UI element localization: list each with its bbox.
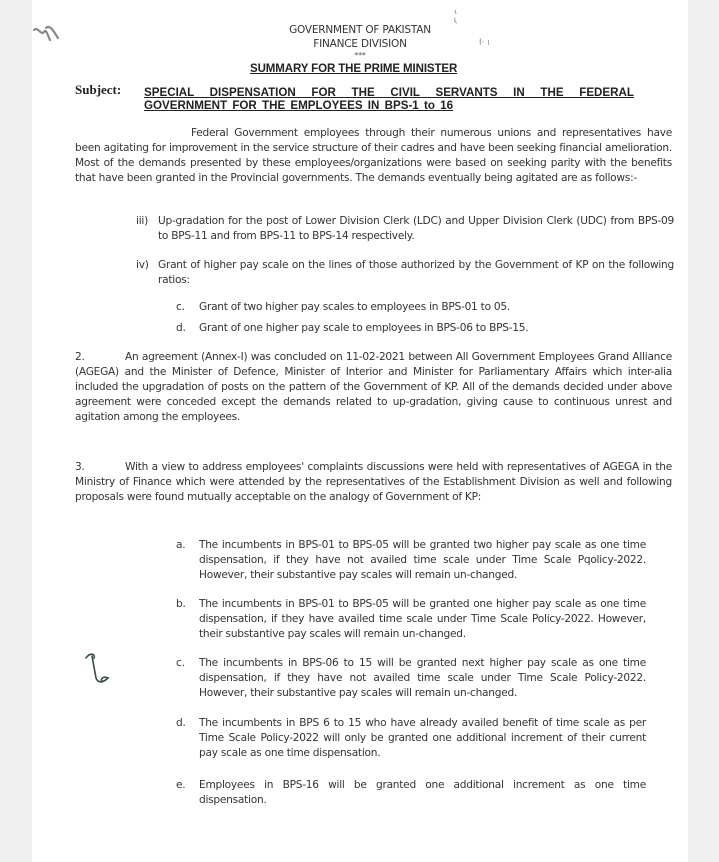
proposal-item (176, 716, 646, 762)
paragraph-3 (75, 460, 672, 505)
proposal-item (176, 656, 646, 702)
header-government: GOVERNMENT OF PAKISTAN (289, 24, 431, 36)
handwritten-initials-mark (32, 22, 72, 50)
proposal-item (176, 597, 646, 643)
proposal-item (176, 778, 646, 810)
header-division: FINANCE DIVISION (313, 38, 407, 50)
demand-marker: iv) (136, 259, 149, 271)
proposal-text: The incumbents in BPS-01 to BPS-05 will be granted one higher pay scale as one time dispensation, if they have availed time scale under Time Scale Policy-2022. However, their substantive pay scales will remain un-changed. (199, 598, 646, 640)
subject-label: Subject: (75, 82, 122, 97)
paragraph-number: 3. (75, 461, 85, 473)
subject-text: SPECIAL DISPENSATION FOR THE CIVIL SERVANTS IN THE FEDERAL GOVERNMENT FOR THE EMPLOYEES IN BPS-1 to 16 (144, 86, 634, 112)
proposal-text: The incumbents in BPS-01 to BPS-05 will be granted two higher pay scale as one time dispensation, if they have not availed time scale under Time Scale Pqolicy-2022. However, their substantive pay scales will remain un-changed. (199, 539, 646, 581)
proposal-text: The incumbents in BPS-06 to 15 will be granted next higher pay scale as one time dispensation, if they have not availed time scale under Time Scale Policy-2022. However, their substantive pay scales will remain un-changed. (199, 657, 646, 699)
paragraph-text: An agreement (Annex-I) was concluded on 11-02-2021 between All Government Employees Grand Alliance (AGEGA) and the Minister of Defence, Minister of Interior and Minister for Parliamentary Affairs which inter-alia included the upgradation of posts on the pattern of the Government of KP. All of the demands decided under above agreement were conceded except the demands related to up-gradation, giving cause to continuous unrest and agitation among the employees. (75, 351, 672, 423)
demand-item (136, 258, 674, 290)
ratio-item (176, 300, 656, 316)
ratio-text: Grant of one higher pay scale to employees in BPS-06 to BPS-15. (199, 322, 529, 334)
header-stars: *** (354, 51, 366, 60)
demand-text: Up-gradation for the post of Lower Division Clerk (LDC) and Upper Division Clerk (UDC) from BPS-09 to BPS-11 and from BPS-11 to BPS-14 respectively. (158, 215, 674, 242)
paragraph-1: Federal Government employees through their numerous unions and representatives have been agitating for improvement in the service structure of their cadres and have been seeking financial amelioration. Most of the demands presented by these employees/organizations were based on seeking parity with the benefits that have been granted in the Provincial governments. The demands eventually being agitated are as follows:- (75, 127, 672, 184)
paragraph-number: 2. (75, 351, 85, 363)
paragraph-2 (75, 350, 672, 425)
proposal-item (176, 538, 646, 584)
ratio-text: Grant of two higher pay scales to employees in BPS-01 to 05. (199, 301, 511, 313)
proposal-text: Employees in BPS-16 will be granted one additional increment as one time dispensation. (199, 779, 646, 806)
ratio-marker: c. (176, 301, 185, 313)
paragraph-text: With a view to address employees' complaints discussions were held with representatives of AGEGA in the Ministry of Finance which were attended by the representatives of the Establishment Division as well and following proposals were found mutually acceptable on the analogy of Government of KP: (75, 461, 672, 503)
summary-title: SUMMARY FOR THE PRIME MINISTER (250, 63, 458, 75)
proposal-marker: a. (176, 539, 186, 551)
demand-marker: iii) (136, 215, 148, 227)
proposal-marker: c. (176, 657, 185, 669)
proposal-marker: e. (176, 779, 186, 791)
ratio-item (176, 321, 656, 337)
proposal-text: The incumbents in BPS 6 to 15 who have already availed benefit of time scale as per Time Scale Policy-2022 will only be granted one additional increment of their current pay scale as one time dispensation. (199, 717, 646, 759)
proposal-marker: d. (176, 717, 186, 729)
demand-item (136, 214, 674, 246)
ratio-marker: d. (176, 322, 186, 334)
proposal-marker: b. (176, 598, 186, 610)
document-page (32, 0, 688, 862)
handwritten-signature-mark (80, 648, 120, 688)
handwritten-marks: ł· ı (479, 38, 490, 48)
demand-text: Grant of higher pay scale on the lines of those authorized by the Government of KP on the following ratios: (158, 259, 674, 286)
